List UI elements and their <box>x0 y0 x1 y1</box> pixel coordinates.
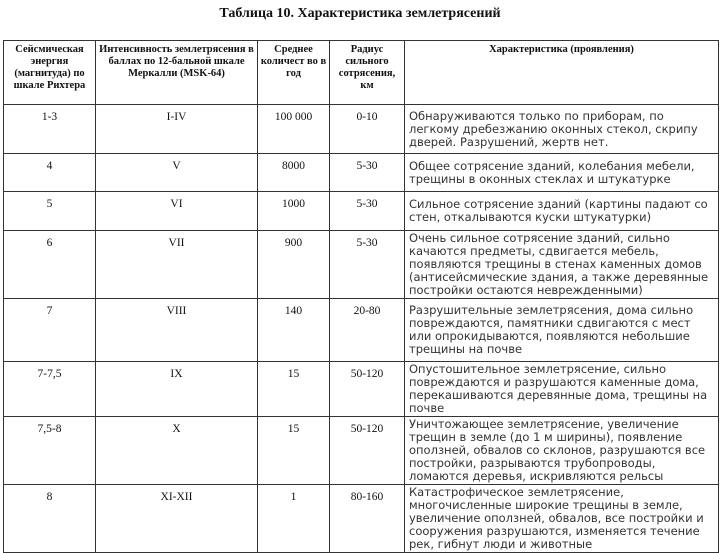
table-row <box>4 105 719 154</box>
header-description: Характеристика (проявления) <box>405 41 719 105</box>
radius-cell: 0-10 <box>330 105 405 154</box>
table-row <box>4 417 719 485</box>
header-radius: Радиус сильного сотрясения, км <box>330 41 405 105</box>
magnitude-cell: 7-7,5 <box>4 362 96 417</box>
intensity-cell: IX <box>96 362 258 417</box>
intensity-cell: X <box>96 417 258 485</box>
radius-cell: 80-160 <box>330 485 405 553</box>
intensity-cell: VIII <box>96 299 258 362</box>
header-row <box>4 41 719 105</box>
table-row <box>4 485 719 553</box>
description-cell: Обнаруживаются только по приборам, по легкому дребезжанию оконных стекол, скрипу дверей. Разрушений, жертв нет. <box>405 105 719 154</box>
intensity-cell: VII <box>96 231 258 299</box>
description-cell: Катастрофическое землетрясение, многочисленные широкие трещины в земле, увеличение оползней, обвалов, все постройки и сооружения разрушаются, изменяется течение рек, гибнут люди и животные <box>405 485 719 553</box>
table-row <box>4 231 719 299</box>
radius-cell: 50-120 <box>330 362 405 417</box>
radius-cell: 5-30 <box>330 231 405 299</box>
magnitude-cell: 1-3 <box>4 105 96 154</box>
earthquake-table <box>3 40 719 553</box>
per-year-cell: 1 <box>258 485 330 553</box>
per-year-cell: 8000 <box>258 154 330 192</box>
per-year-cell: 900 <box>258 231 330 299</box>
table-title: Таблица 10. Характеристика землетрясений <box>219 6 501 21</box>
description-cell: Сильное сотрясение зданий (картины падают со стен, откалываются куски штукатурки) <box>405 192 719 231</box>
per-year-cell: 1000 <box>258 192 330 231</box>
magnitude-cell: 7 <box>4 299 96 362</box>
header-per-year: Среднее количест во в год <box>258 41 330 105</box>
intensity-cell: V <box>96 154 258 192</box>
description-cell: Уничтожающее землетрясение, увеличение трещин в земле (до 1 м ширины), появление оползней, обвалов со склонов, разрушаются все постройки, разрываются трубопроводы, ломаются деревья, искривляются рельсы <box>405 417 719 485</box>
table-row <box>4 299 719 362</box>
magnitude-cell: 7,5-8 <box>4 417 96 485</box>
magnitude-cell: 8 <box>4 485 96 553</box>
per-year-cell: 140 <box>258 299 330 362</box>
header-magnitude: Сейсмическая энергия (магнитуда) по шкале Рихтера <box>4 41 96 105</box>
intensity-cell: I-IV <box>96 105 258 154</box>
table-row <box>4 362 719 417</box>
per-year-cell: 15 <box>258 417 330 485</box>
description-cell: Общее сотрясение зданий, колебания мебели, трещины в оконных стеклах и штукатурке <box>405 154 719 192</box>
magnitude-cell: 4 <box>4 154 96 192</box>
header-intensity: Интенсивность землетрясения в баллах по 12-бальной шкале Меркалли (MSK-64) <box>96 41 258 105</box>
description-cell: Очень сильное сотрясение зданий, сильно качаются предметы, сдвигается мебель, появляются трещины в стенах каменных домов (антисейсмические здания, а также деревянные постройки остаются неврежденными) <box>405 231 719 299</box>
radius-cell: 50-120 <box>330 417 405 485</box>
magnitude-cell: 5 <box>4 192 96 231</box>
magnitude-cell: 6 <box>4 231 96 299</box>
intensity-cell: XI-XII <box>96 485 258 553</box>
per-year-cell: 15 <box>258 362 330 417</box>
intensity-cell: VI <box>96 192 258 231</box>
description-cell: Разрушительные землетрясения, дома сильно повреждаются, памятники сдвигаются с мест или опрокидываются, появляются небольшие трещины на почве <box>405 299 719 362</box>
radius-cell: 5-30 <box>330 192 405 231</box>
per-year-cell: 100 000 <box>258 105 330 154</box>
table-row <box>4 154 719 192</box>
radius-cell: 5-30 <box>330 154 405 192</box>
description-cell: Опустошительное землетрясение, сильно повреждаются и разрушаются каменные дома, перекашиваются деревянные дома, трещины на почве <box>405 362 719 417</box>
table-row <box>4 192 719 231</box>
radius-cell: 20-80 <box>330 299 405 362</box>
